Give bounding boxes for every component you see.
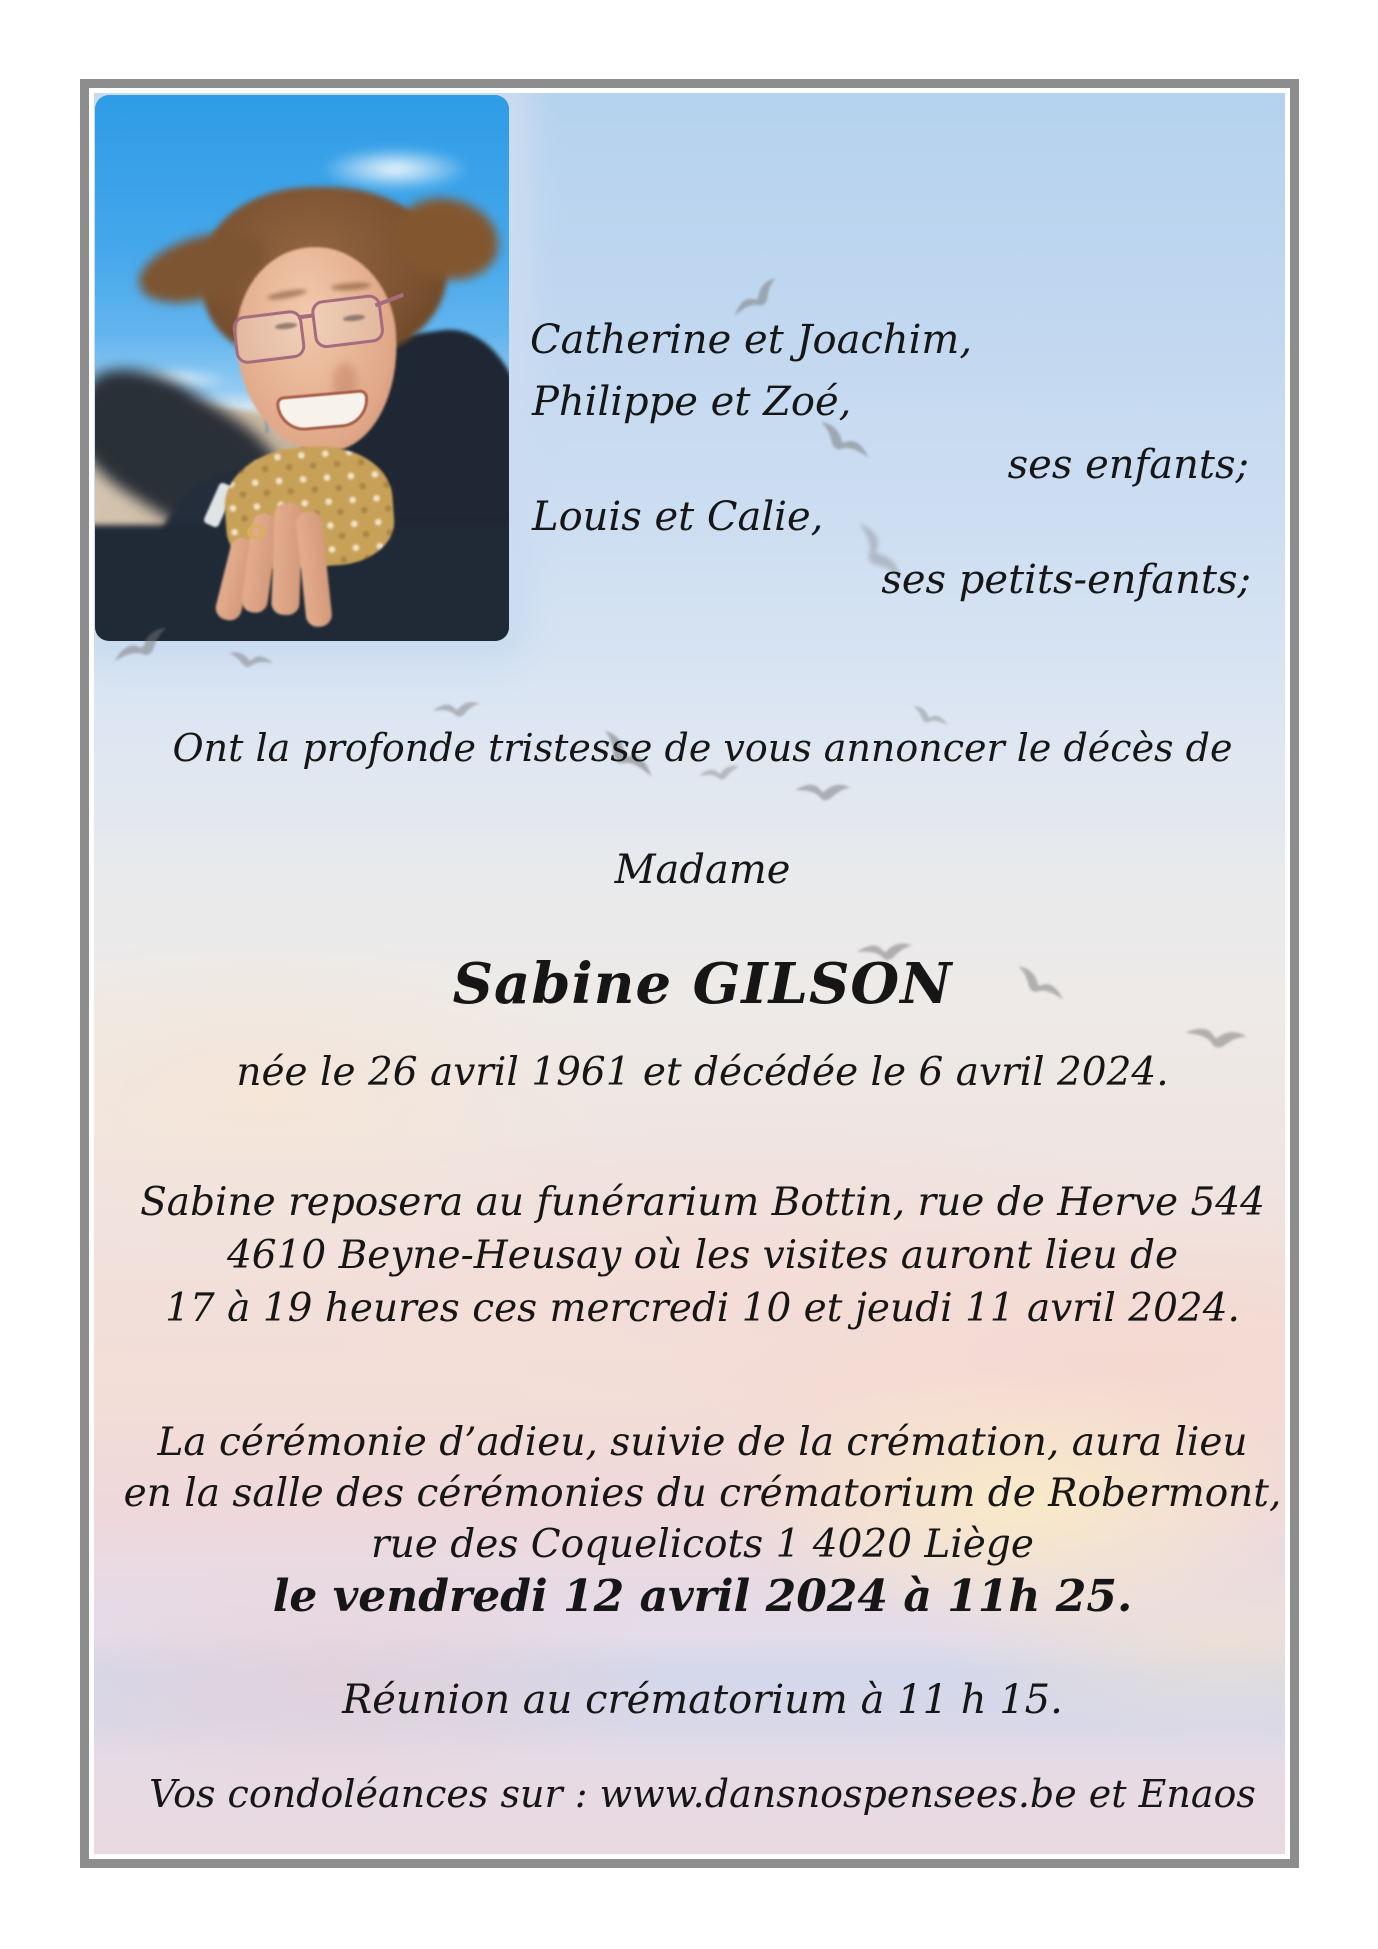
family-names-line-1: Catherine et Joachim, — [530, 317, 973, 363]
bird-icon — [227, 645, 275, 676]
memorial-card — [80, 79, 1299, 1868]
portrait-photo — [95, 95, 509, 641]
photo-cloud — [320, 147, 470, 191]
visitation-line: Sabine reposera au funérarium Bottin, rue de Herve 544 — [140, 1180, 1265, 1225]
sky-background — [94, 93, 1285, 1854]
family-names-line-3: Louis et Calie, — [532, 494, 824, 540]
family-names-line-2: Philippe et Zoé, — [532, 379, 852, 425]
ceremony-line: en la salle des cérémonies du crématorium de Robermont, — [123, 1471, 1282, 1516]
announcement-text: Ont la profonde tristesse de vous annoncer le décès de — [172, 726, 1233, 770]
honorific: Madame — [614, 847, 791, 893]
children-role-label: ses enfants; — [1007, 442, 1249, 488]
photo-finger — [295, 510, 333, 628]
birth-death-dates: née le 26 avril 1961 et décédée le 6 avril 2024. — [236, 1050, 1169, 1095]
condolences-line: Vos condoléances sur : www.dansnospensees.be et Enaos — [149, 1772, 1256, 1816]
glasses-right-lens — [310, 293, 385, 349]
ceremony-datetime: le vendredi 12 avril 2024 à 11h 25. — [272, 1571, 1133, 1622]
glasses-left-lens — [231, 309, 306, 365]
ceremony-line: rue des Coquelicots 1 4020 Liège — [371, 1522, 1034, 1567]
bird-icon — [791, 768, 854, 814]
ceremony-line: La cérémonie d’adieu, suivie de la crémation, aura lieu — [157, 1420, 1248, 1465]
meeting-line: Réunion au crématorium à 11 h 15. — [342, 1677, 1063, 1723]
photo-ring — [247, 525, 265, 539]
grandchildren-role-label: ses petits-enfants; — [881, 557, 1251, 603]
portrait-photo-inner — [95, 95, 509, 641]
visitation-line: 17 à 19 heures ces mercredi 10 et jeudi 11 avril 2024. — [165, 1286, 1240, 1331]
deceased-name: Sabine GILSON — [452, 951, 953, 1017]
bird-icon — [430, 691, 482, 727]
visitation-line: 4610 Beyne-Heusay où les visites auront lieu de — [226, 1233, 1179, 1278]
photo-hand — [217, 503, 337, 641]
